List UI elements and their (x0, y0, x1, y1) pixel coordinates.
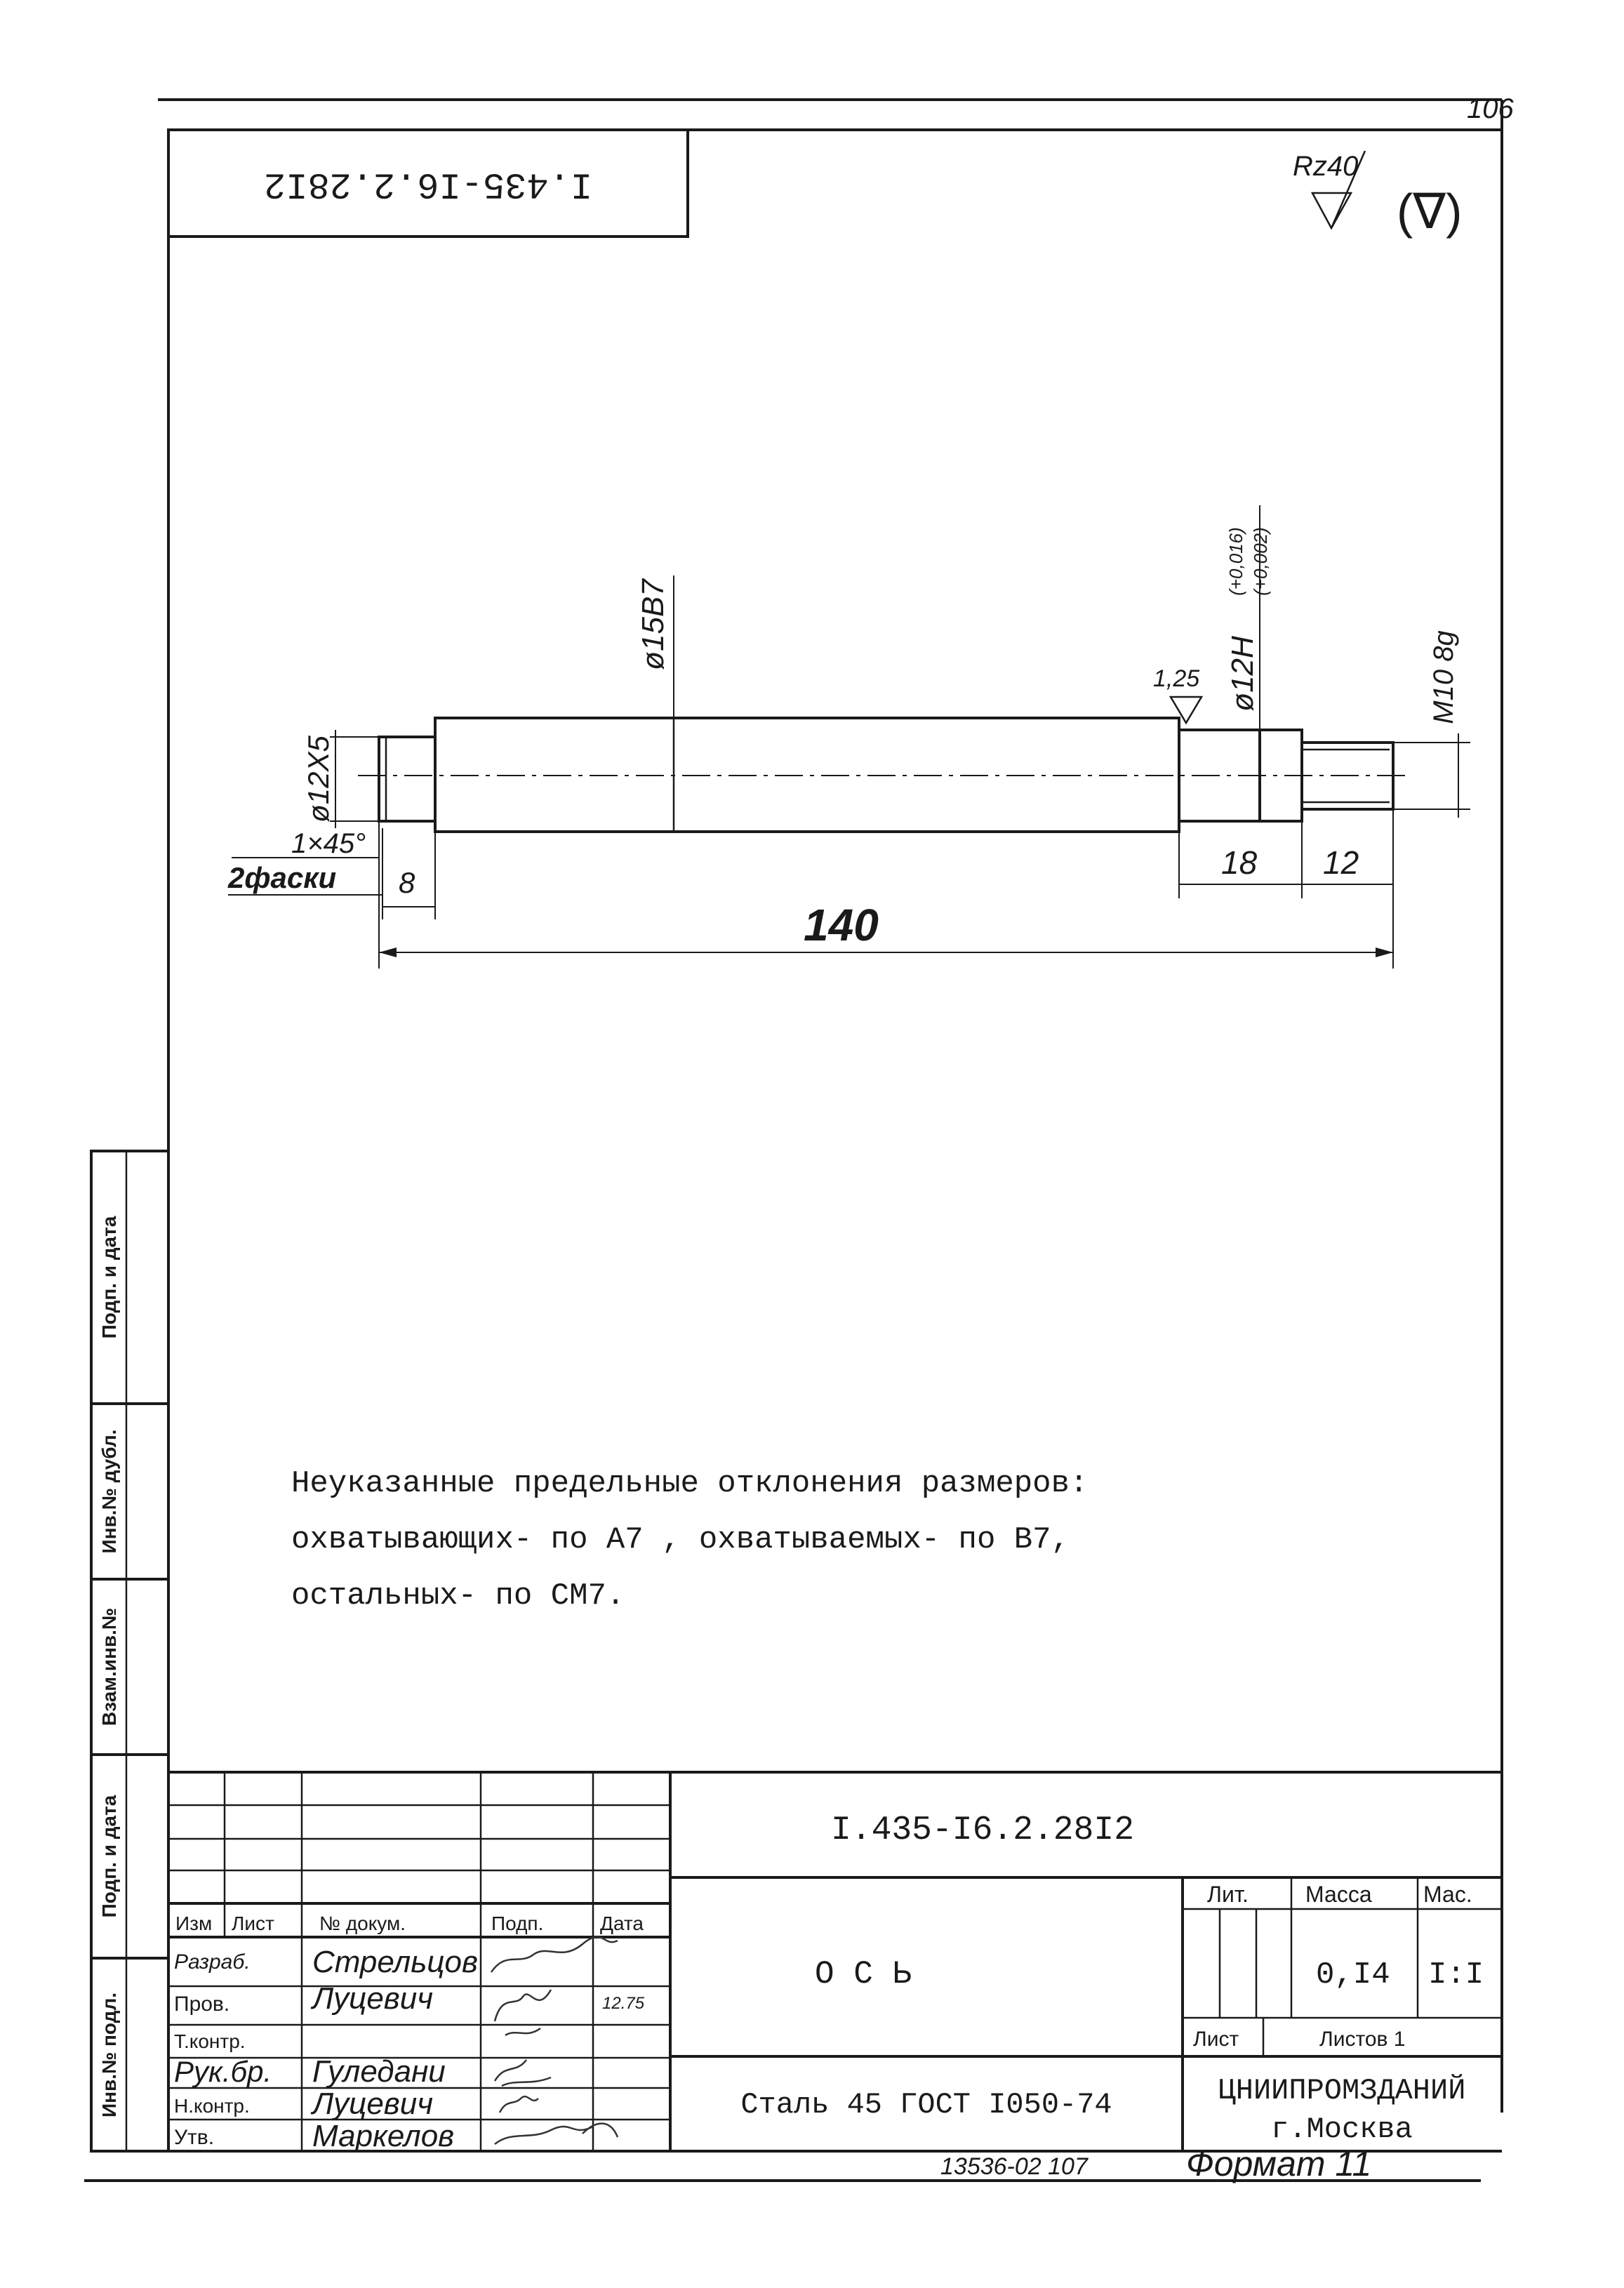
mass-value: 0,I4 (1316, 1957, 1390, 1993)
title-part-name: О С Ь (814, 1956, 912, 1993)
title-block (168, 1772, 1502, 2153)
note-line-1: Неуказанные предельные отклонения размеров: (291, 1466, 1089, 1501)
shaft-left-end (379, 737, 435, 821)
side-stamp-dup-inv: Инв.№ дубл. (98, 1429, 120, 1554)
col-header-sheet: Лист (232, 1913, 274, 1934)
side-stamp-sign-date-2: Подп. и дата (98, 1795, 120, 1918)
head-lit: Лит. (1207, 1882, 1249, 1907)
roughness-local: 1,25 (1153, 665, 1200, 692)
col-header-docnum: № докум. (319, 1913, 406, 1934)
format-label: Формат 11 (1186, 2144, 1372, 2183)
signature-team-lead (495, 2060, 551, 2086)
shaft-drawing (227, 505, 1470, 969)
col-header-sign: Подп. (491, 1913, 544, 1934)
bottom-code: 13536-02 107 (940, 2153, 1088, 2180)
page-number: 106 (1467, 93, 1514, 124)
side-stamp-sign-date-1: Подп. и дата (98, 1216, 120, 1339)
dim-journal-diameter: ø12H (1225, 636, 1260, 712)
dim-left-length: 8 (399, 866, 415, 899)
side-stamp-column (91, 1151, 168, 2151)
note-line-3: остальных- по СМ7. (291, 1578, 625, 1614)
role-approver: Утв. (174, 2126, 215, 2149)
side-stamp-replace-inv: Взам.инв.№ (98, 1607, 120, 1727)
role-tech-control: Т.контр. (174, 2030, 246, 2052)
org-name: ЦНИИПРОМЗДАНИЙ (1218, 2074, 1466, 2108)
side-stamp-orig-inv: Инв.№ подл. (98, 1992, 120, 2118)
name-approver: Маркелов (312, 2119, 455, 2153)
roughness-label: Rz40 (1293, 151, 1359, 182)
dim-tol-lower: (+0,002) (1250, 527, 1271, 596)
date-checker: 12.75 (602, 1994, 645, 2013)
chamfer-note: 2фаски (228, 861, 337, 894)
role-team-lead: Рук.бр. (174, 2055, 272, 2088)
title-material: Сталь 45 ГОСТ I050-74 (740, 2088, 1112, 2122)
sheet-label: Лист (1193, 2028, 1239, 2051)
top-code-text: I.435-I6.2.28I2 (263, 163, 593, 205)
roughness-extra: (∇) (1397, 184, 1463, 239)
name-developer: Стрельцов (312, 1945, 478, 1979)
name-team-lead: Гуледани (312, 2054, 446, 2089)
note-line-2: охватывающих- по А7 , охватываемых- по В7, (291, 1522, 1070, 1557)
sheets-label: Листов 1 (1319, 2028, 1406, 2051)
dim-main-diameter: ø15B7 (636, 579, 670, 670)
dim-thread-length: 12 (1323, 844, 1359, 881)
dim-total-length: 140 (804, 900, 879, 950)
dim-left-diameter: ø12X5 (302, 736, 335, 823)
col-header-date: Дата (600, 1913, 644, 1934)
name-norm-control: Луцевич (312, 2087, 434, 2121)
dim-tol-upper: (+0,016) (1225, 527, 1246, 596)
role-norm-control: Н.контр. (174, 2095, 250, 2117)
scale-value: I:I (1428, 1957, 1484, 1993)
role-developer: Разраб. (174, 1950, 251, 1974)
role-checker: Пров. (174, 1993, 230, 2016)
signature-norm-control (500, 2096, 538, 2113)
title-doc-code: I.435-I6.2.28I2 (830, 1811, 1135, 1849)
dim-journal-length: 18 (1221, 844, 1258, 881)
head-scale: Мас. (1423, 1882, 1472, 1907)
head-mass: Масса (1305, 1882, 1372, 1907)
dim-chamfer: 1×45° (291, 828, 366, 859)
name-checker: Луцевич (312, 1981, 434, 2016)
col-header-change: Изм (175, 1913, 213, 1934)
org-city: г.Москва (1271, 2113, 1413, 2146)
signature-developer (491, 1937, 618, 1972)
signature-checker (495, 1990, 551, 2035)
dim-thread: M10 8g (1428, 630, 1459, 724)
signature-approver (495, 2124, 618, 2144)
